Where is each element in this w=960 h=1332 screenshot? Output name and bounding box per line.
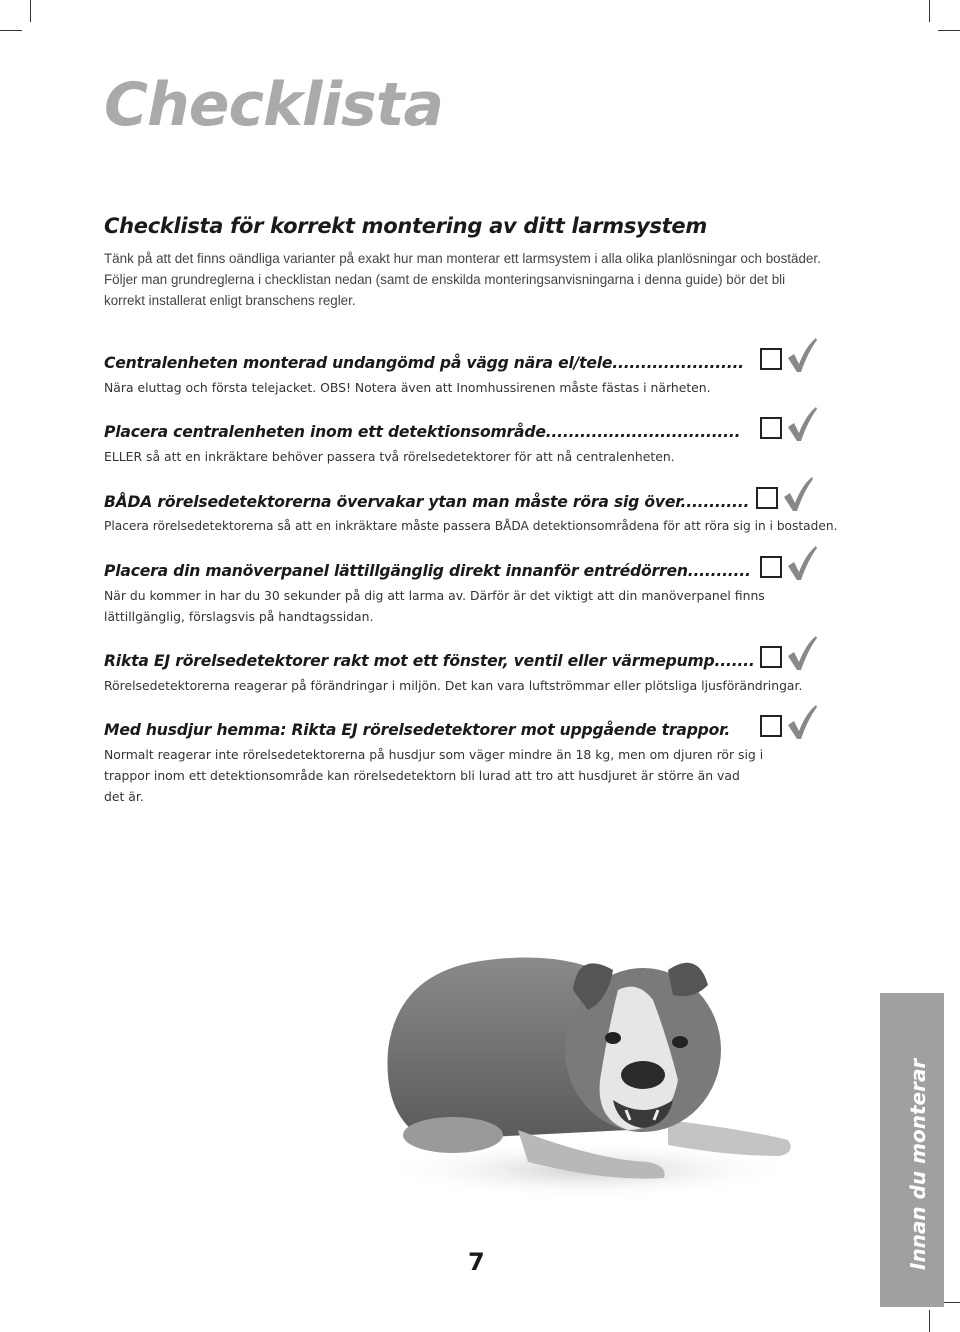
- checklist-item: [104, 421, 864, 467]
- checklist-item: [104, 352, 864, 398]
- section-title: Checklista för korrekt montering av ditt larmsystem: [104, 214, 707, 238]
- bulldog-illustration: [368, 930, 808, 1210]
- side-tab-label: Innan du monterar: [906, 1058, 930, 1270]
- crop-mark: [938, 30, 960, 31]
- item-description: Nära eluttag och första telejacket. OBS! Notera även att Inomhussirenen måste fästas i närheten.: [104, 380, 711, 395]
- item-description: Placera rörelsedetektorerna så att en inkräktare måste passera BÅDA detektionsområdena för att röra sig in i bostaden.: [104, 519, 838, 533]
- checkmark-icon: [786, 544, 818, 582]
- crop-mark: [0, 30, 22, 31]
- checklist-item: [104, 491, 864, 537]
- checklist-item: [104, 719, 864, 807]
- item-description: Rörelsedetektorerna reagerar på förändringar i miljön. Det kan vara luftströmmar eller plötsliga ljusförändringar.: [104, 678, 803, 693]
- intro-text: Tänk på att det finns oändliga varianter på exakt hur man monterar ett larmsystem i alla olika planlösningar och bostäder. Följer man grundreglerna i checklistan nedan (samt de enskilda monteringsanvisningarna i denna guide) bör det bli korrekt installerat enligt branschens regler.: [104, 251, 821, 308]
- item-heading: Placera din manöverpanel lättillgänglig direkt innanför entrédörren...........: [104, 562, 751, 580]
- checkmark-icon: [786, 405, 818, 443]
- checklist-item: [104, 560, 864, 627]
- crop-mark: [929, 1310, 930, 1332]
- crop-mark: [30, 0, 31, 22]
- checkmark-icon: [782, 475, 814, 513]
- item-description: ELLER så att en inkräktare behöver passera två rörelsedetektorer för att nå centralenheten.: [104, 449, 675, 464]
- page-number: 7: [468, 1248, 485, 1276]
- checklist-item: [104, 650, 864, 696]
- item-heading: Centralenheten monterad undangömd på vägg nära el/tele.......................: [104, 354, 744, 372]
- item-heading: Placera centralenheten inom ett detektionsområde..................................: [104, 423, 741, 441]
- item-heading: Med husdjur hemma: Rikta EJ rörelsedetektorer mot uppgående trappor.: [104, 721, 731, 739]
- crop-mark: [929, 0, 930, 22]
- checkmark-icon: [786, 336, 818, 374]
- checkmark-icon: [786, 634, 818, 672]
- item-heading: BÅDA rörelsedetektorerna övervakar ytan man måste röra sig över............: [104, 493, 750, 511]
- item-description: När du kommer in har du 30 sekunder på dig att larma av. Därför är det viktigt att din manöverpanel finns lättillgänglig, förslagsvis på handtagssidan.: [104, 588, 765, 624]
- page-title: Checklista: [104, 70, 443, 140]
- item-description: Normalt reagerar inte rörelsedetektorerna på husdjur som väger mindre än 18 kg, men om djuren rör sig i trappor inom ett detektionsområde kan rörelsedetektorn bli lurad att tro att husdjuret är större än vad det är.: [104, 747, 764, 804]
- item-heading: Rikta EJ rörelsedetektorer rakt mot ett fönster, ventil eller värmepump.......: [104, 652, 755, 670]
- checkmark-icon: [786, 703, 818, 741]
